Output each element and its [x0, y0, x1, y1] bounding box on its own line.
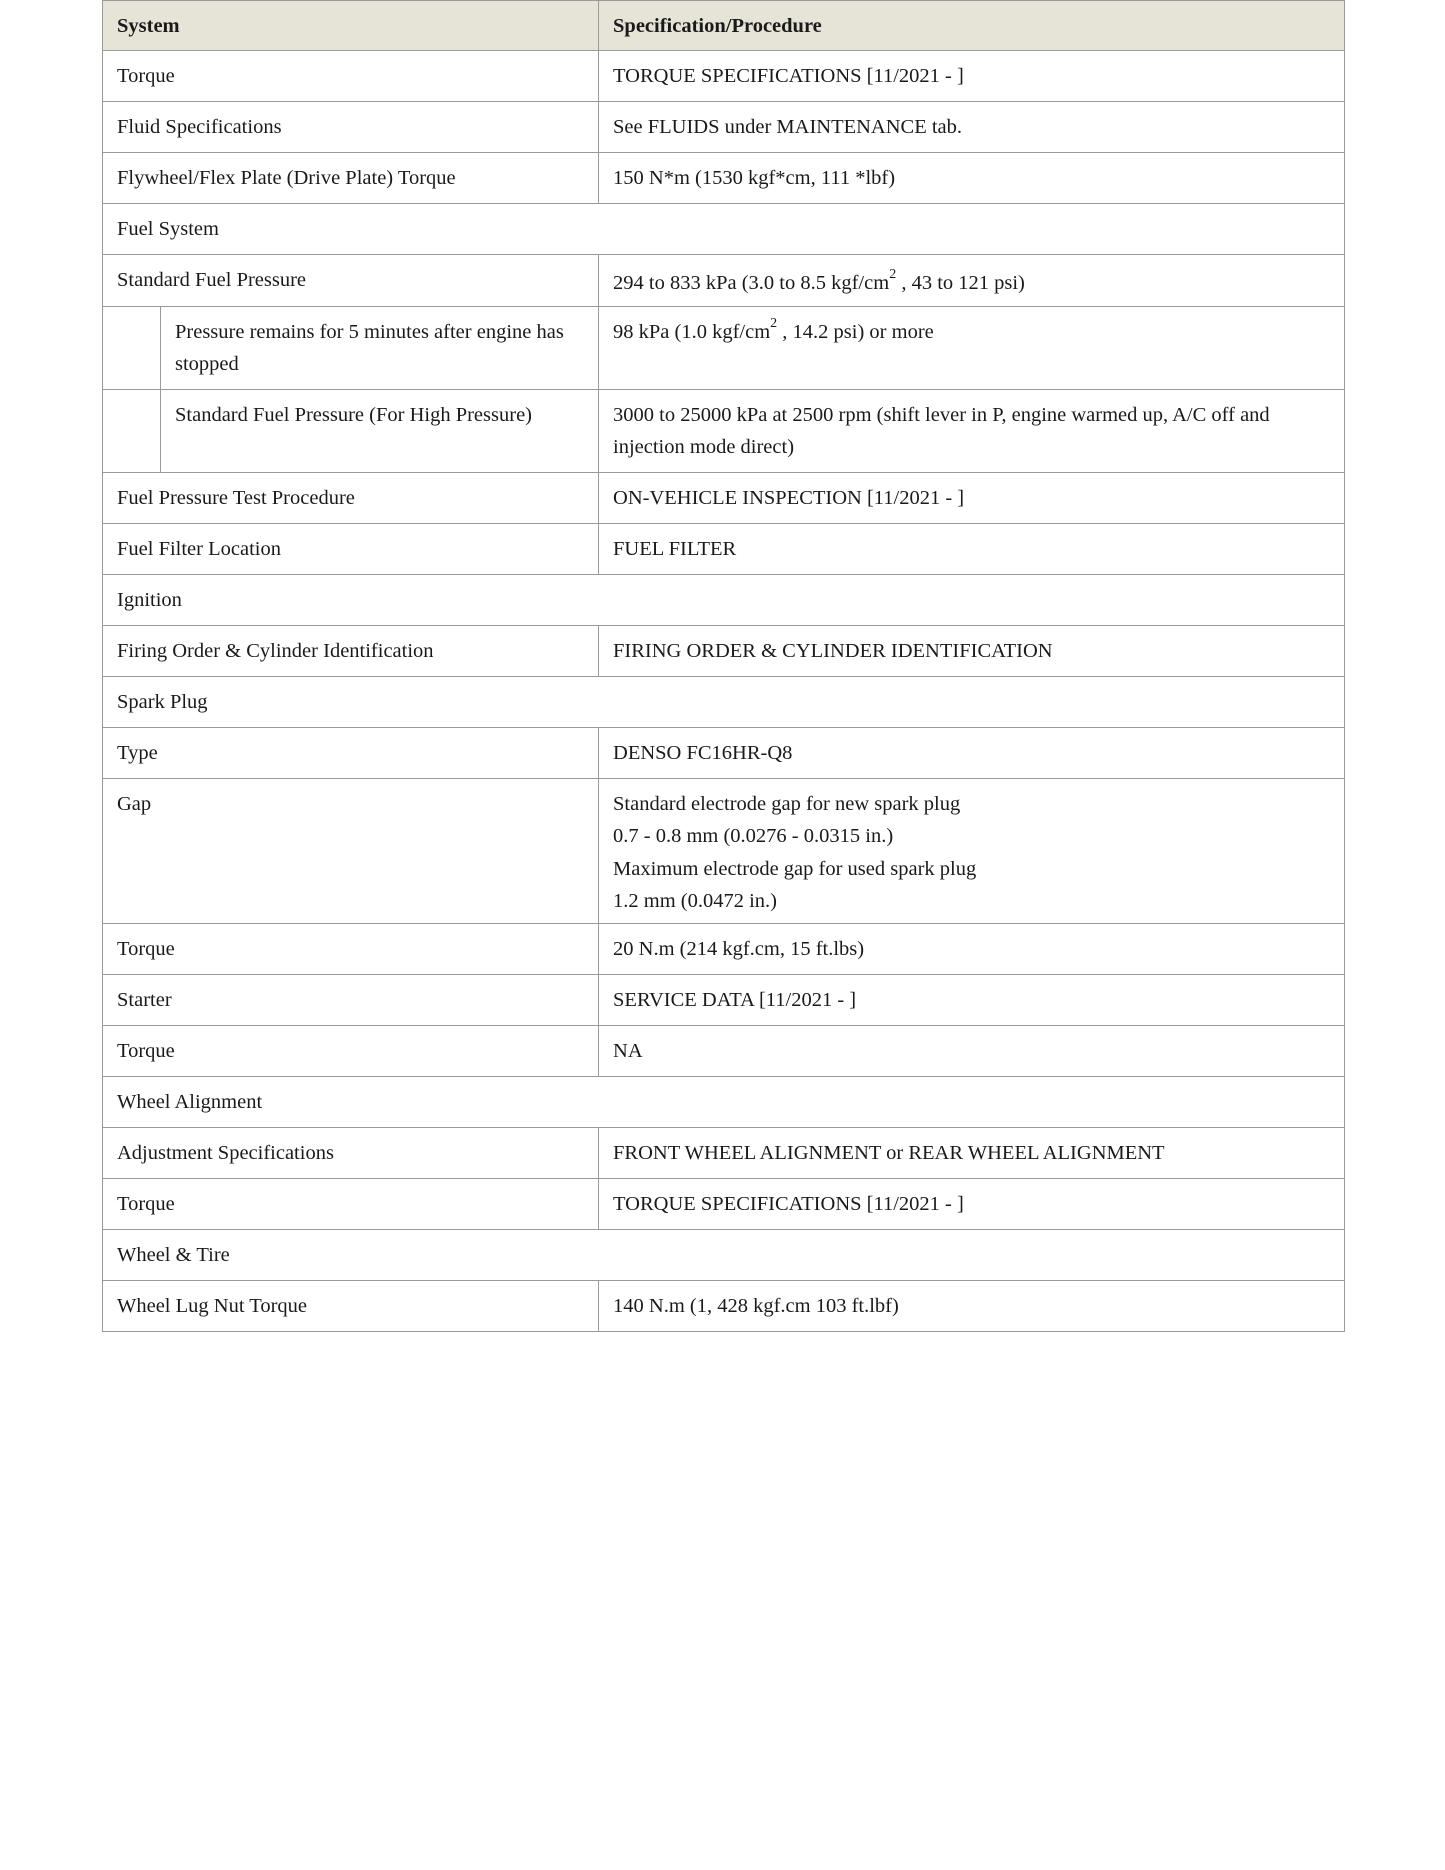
table-row	[103, 975, 1345, 1026]
header-system: System	[103, 1, 599, 51]
row-value: 140 N.m (1, 428 kgf.cm 103 ft.lbf)	[599, 1281, 1345, 1332]
table-row	[103, 626, 1345, 677]
row-value: TORQUE SPECIFICATIONS [11/2021 - ]	[599, 51, 1345, 102]
section-heading: Ignition	[103, 575, 1345, 626]
gap-line: 0.7 - 0.8 mm (0.0276 - 0.0315 in.)	[613, 825, 894, 847]
row-label: Starter	[103, 975, 599, 1026]
section-row	[103, 575, 1345, 626]
section-row	[103, 1230, 1345, 1281]
table-row	[103, 390, 1345, 473]
row-value: DENSO FC16HR-Q8	[599, 728, 1345, 779]
row-label: Standard Fuel Pressure (For High Pressure)	[161, 390, 599, 473]
table-row	[103, 255, 1345, 307]
row-label: Torque	[103, 924, 599, 975]
row-value: See FLUIDS under MAINTENANCE tab.	[599, 102, 1345, 153]
row-label: Fuel Filter Location	[103, 524, 599, 575]
table-row	[103, 1128, 1345, 1179]
row-label: Fluid Specifications	[103, 102, 599, 153]
row-value: FUEL FILTER	[599, 524, 1345, 575]
value-text: , 43 to 121 psi)	[896, 272, 1025, 294]
table-row	[103, 1179, 1345, 1230]
specifications-table	[102, 0, 1345, 1332]
row-label: Adjustment Specifications	[103, 1128, 599, 1179]
row-value: 150 N*m (1530 kgf*cm, 111 *lbf)	[599, 153, 1345, 204]
superscript: 2	[770, 316, 778, 331]
table-header-row	[103, 1, 1345, 51]
table-row	[103, 473, 1345, 524]
row-value: FIRING ORDER & CYLINDER IDENTIFICATION	[599, 626, 1345, 677]
value-text: 98 kPa (1.0 kgf/cm	[613, 321, 771, 343]
row-label: Fuel Pressure Test Procedure	[103, 473, 599, 524]
table-row	[103, 728, 1345, 779]
row-value	[599, 255, 1345, 307]
gap-line: Maximum electrode gap for used spark plug	[613, 858, 977, 880]
table-row	[103, 1026, 1345, 1077]
row-label: Torque	[103, 1026, 599, 1077]
gap-line: Standard electrode gap for new spark plug	[613, 793, 961, 815]
section-row	[103, 1077, 1345, 1128]
row-value: SERVICE DATA [11/2021 - ]	[599, 975, 1345, 1026]
superscript: 2	[889, 267, 897, 282]
row-value: ON-VEHICLE INSPECTION [11/2021 - ]	[599, 473, 1345, 524]
gap-line: 1.2 mm (0.0472 in.)	[613, 890, 778, 912]
section-heading: Spark Plug	[103, 677, 1345, 728]
row-value: 3000 to 25000 kPa at 2500 rpm (shift lever in P, engine warmed up, A/C off and injection mode direct)	[599, 390, 1345, 473]
table-row	[103, 1281, 1345, 1332]
row-label: Standard Fuel Pressure	[103, 255, 599, 307]
section-row	[103, 677, 1345, 728]
section-heading: Wheel & Tire	[103, 1230, 1345, 1281]
table-row	[103, 924, 1345, 975]
row-label: Gap	[103, 779, 599, 924]
header-specification: Specification/Procedure	[599, 1, 1345, 51]
row-label: Type	[103, 728, 599, 779]
value-text: , 14.2 psi) or more	[777, 321, 934, 343]
row-value: 20 N.m (214 kgf.cm, 15 ft.lbs)	[599, 924, 1345, 975]
value-text: 294 to 833 kPa (3.0 to 8.5 kgf/cm	[613, 272, 890, 294]
table-row	[103, 153, 1345, 204]
row-label: Flywheel/Flex Plate (Drive Plate) Torque	[103, 153, 599, 204]
table-row	[103, 51, 1345, 102]
row-value: FRONT WHEEL ALIGNMENT or REAR WHEEL ALIGNMENT	[599, 1128, 1345, 1179]
row-value	[599, 779, 1345, 924]
indent-spacer	[103, 307, 161, 390]
row-value: TORQUE SPECIFICATIONS [11/2021 - ]	[599, 1179, 1345, 1230]
section-heading: Wheel Alignment	[103, 1077, 1345, 1128]
section-row	[103, 204, 1345, 255]
table-row	[103, 102, 1345, 153]
table-row	[103, 307, 1345, 390]
row-value: NA	[599, 1026, 1345, 1077]
row-label: Pressure remains for 5 minutes after engine has stopped	[161, 307, 599, 390]
row-label: Torque	[103, 1179, 599, 1230]
indent-spacer	[103, 390, 161, 473]
row-label: Torque	[103, 51, 599, 102]
table-row	[103, 524, 1345, 575]
section-heading: Fuel System	[103, 204, 1345, 255]
row-value	[599, 307, 1345, 390]
row-label: Wheel Lug Nut Torque	[103, 1281, 599, 1332]
table-row	[103, 779, 1345, 924]
row-label: Firing Order & Cylinder Identification	[103, 626, 599, 677]
